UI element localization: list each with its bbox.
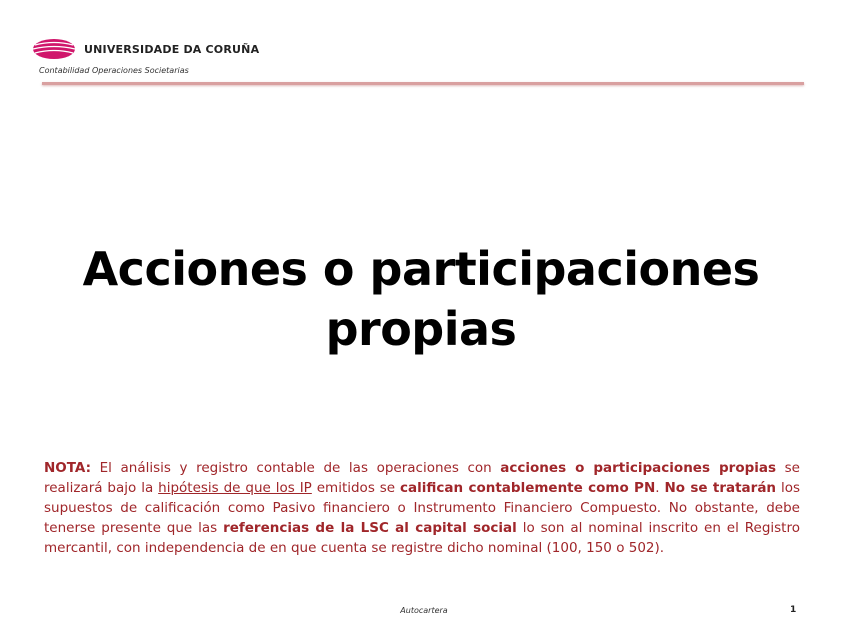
title-line-1: Acciones o participaciones [82, 242, 760, 296]
university-emblem-icon [32, 38, 76, 60]
note-paragraph [44, 458, 800, 558]
note-text: . [655, 480, 665, 496]
note-underline: hipótesis de que los IP [158, 480, 312, 496]
note-emphasis: acciones o participaciones propias [500, 460, 777, 476]
logo-text: UNIVERSIDADE DA CORUÑA [84, 42, 260, 56]
university-logo [32, 38, 259, 60]
slide-title [40, 240, 802, 360]
note-emphasis: No se tratarán [664, 480, 777, 496]
note-text: emitidos se [311, 480, 401, 496]
note-text: los supuestos de calificación como Pasivo financiero o Instrumento Financiero Compuesto. No obstante, debe tenerse presente que las [44, 480, 801, 536]
note-text: se realizará bajo la [44, 460, 800, 496]
note-text: lo son al nominal inscrito en el Registro mercantil, con independencia de en que cuenta se registre dicho nominal (100, 150 o 502). [44, 520, 800, 556]
header-divider [42, 82, 804, 85]
page-number: 1 [790, 605, 797, 615]
note-emphasis: referencias de la LSC al capital social [223, 520, 517, 536]
note-text: El análisis y registro contable de las operaciones con [91, 460, 501, 476]
note-label: NOTA: [44, 460, 92, 476]
note-emphasis: califican contablemente como PN [400, 480, 656, 496]
header-subtitle: Contabilidad Operaciones Societarias [39, 66, 189, 75]
footer-label: Autocartera [400, 606, 448, 615]
title-line-2: propias [325, 301, 517, 356]
